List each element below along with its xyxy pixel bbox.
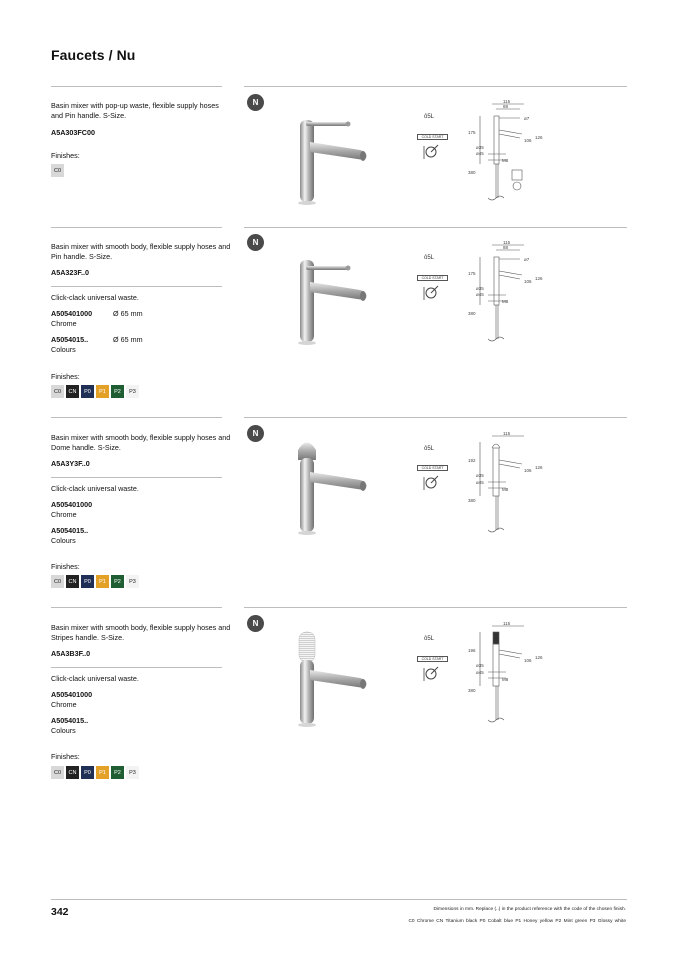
dim-label: 115	[503, 431, 511, 436]
waste-chrome-size: Ø 65 mm	[113, 309, 143, 318]
dim-label: 192	[468, 458, 476, 463]
divider	[51, 286, 222, 287]
swatch-p0: P0	[81, 766, 94, 779]
finishes-label: Finishes:	[51, 151, 80, 160]
waste-label: Click-clack universal waste.	[51, 674, 139, 683]
swatch-p3: P3	[126, 385, 139, 398]
divider	[244, 417, 627, 418]
swatch-p3: P3	[126, 575, 139, 588]
divider	[244, 607, 627, 608]
dim-label: 380	[468, 498, 476, 503]
waste-colours-size: Ø 65 mm	[113, 335, 143, 344]
swatch-p2: P2	[111, 575, 124, 588]
dim-label: 115	[503, 240, 511, 245]
waste-chrome-code: A505401000	[51, 309, 93, 318]
swatch-p3: P3	[126, 766, 139, 779]
dim-label: ø35	[476, 145, 484, 150]
dim-label: ø45	[476, 670, 484, 675]
finishes-swatches	[51, 385, 139, 398]
waste-chrome-label: Chrome	[51, 700, 77, 709]
product-code: A5A3Y3F..0	[51, 459, 90, 468]
footnote: Dimensions in mm. Replace (..) in the product reference with the code of the chosen finish.	[433, 907, 626, 912]
waste-label: Click-clack universal waste.	[51, 484, 139, 493]
cold-start-icon: COLD START	[417, 656, 448, 662]
swatch-p2: P2	[111, 385, 124, 398]
product-code: A5A323F..0	[51, 268, 89, 277]
new-badge: N	[247, 234, 264, 251]
finishes-label: Finishes:	[51, 372, 80, 381]
cold-start-lever-icon	[420, 664, 442, 682]
swatch-p1: P1	[96, 766, 109, 779]
faucet-photo	[270, 100, 410, 210]
5l-flow-icon: ô5L	[424, 255, 435, 261]
finishes-label: Finishes:	[51, 752, 80, 761]
swatch-p1: P1	[96, 385, 109, 398]
waste-chrome-code: A505401000	[51, 690, 93, 699]
page-number: 342	[51, 906, 69, 918]
swatch-cn: CN	[66, 766, 79, 779]
dim-label: ø45	[476, 480, 484, 485]
new-badge: N	[247, 425, 264, 442]
technical-drawing	[462, 239, 552, 351]
5l-flow-icon: ô5L	[424, 114, 435, 120]
divider	[51, 477, 222, 478]
dim-label: 126	[535, 655, 543, 660]
dim-label: 126	[535, 465, 543, 470]
dim-label: 106	[524, 138, 532, 143]
swatch-cn: CN	[66, 575, 79, 588]
technical-drawing	[462, 620, 552, 732]
swatch-c0: C0	[51, 766, 64, 779]
cold-start-lever-icon	[420, 142, 442, 160]
dim-label: 175	[468, 130, 476, 135]
dim-label: 196	[468, 648, 476, 653]
swatch-p0: P0	[81, 575, 94, 588]
dim-label: M8	[502, 677, 509, 682]
waste-colours-label: Colours	[51, 345, 76, 354]
waste-label: Click-clack universal waste.	[51, 293, 139, 302]
swatch-p0: P0	[81, 385, 94, 398]
waste-colours-label: Colours	[51, 726, 76, 735]
dim-label: M8	[502, 299, 509, 304]
dim-label: 126	[535, 276, 543, 281]
cold-start-icon: COLD START	[417, 134, 448, 140]
faucet-photo	[270, 240, 410, 350]
swatch-c0: C0	[51, 164, 64, 177]
swatch-cn: CN	[66, 385, 79, 398]
new-badge: N	[247, 615, 264, 632]
cold-start-lever-icon	[420, 283, 442, 301]
new-badge: N	[247, 94, 264, 111]
divider	[51, 227, 222, 228]
divider	[51, 417, 222, 418]
dim-label: ø45	[476, 151, 484, 156]
swatch-c0: C0	[51, 575, 64, 588]
5l-flow-icon: ô5L	[424, 636, 435, 642]
waste-chrome-label: Chrome	[51, 510, 77, 519]
waste-chrome-code: A505401000	[51, 500, 93, 509]
cold-start-icon: COLD START	[417, 465, 448, 471]
waste-colours-code: A5054015..	[51, 716, 89, 725]
product-description: Basin mixer with smooth body, flexible supply hoses and Dome handle. S-Size.	[51, 433, 231, 452]
dim-label: 88	[503, 104, 509, 109]
divider	[51, 667, 222, 668]
dim-label: 106	[524, 468, 532, 473]
finishes-swatches	[51, 766, 139, 779]
waste-chrome-label: Chrome	[51, 319, 77, 328]
divider	[51, 607, 222, 608]
dim-label: 106	[524, 658, 532, 663]
faucet-photo	[270, 622, 410, 732]
finishes-swatches	[51, 575, 139, 588]
dim-label: M8	[502, 158, 509, 163]
technical-drawing	[462, 430, 552, 542]
waste-colours-code: A5054015..	[51, 526, 89, 535]
dim-label: 115	[503, 99, 511, 104]
dim-label: 380	[468, 170, 476, 175]
dim-label: 115	[503, 621, 511, 626]
dim-label: 175	[468, 271, 476, 276]
dim-label: 88	[503, 245, 509, 250]
dim-label: M8	[502, 487, 509, 492]
technical-drawing	[462, 98, 552, 210]
product-description: Basin mixer with smooth body, flexible supply hoses and Stripes handle. S-Size.	[51, 623, 231, 642]
divider	[244, 86, 627, 87]
dim-label: ø45	[476, 292, 484, 297]
swatch-p2: P2	[111, 766, 124, 779]
swatch-p1: P1	[96, 575, 109, 588]
finishes-label: Finishes:	[51, 562, 80, 571]
faucet-photo	[270, 430, 410, 540]
divider	[51, 86, 222, 87]
swatch-c0: C0	[51, 385, 64, 398]
product-code: A5A303FC00	[51, 128, 95, 137]
footer-divider	[51, 899, 627, 900]
finish-legend: C0 Chrome CN Titanium black P0 Cobalt blue P1 Honey yellow P2 Mint green P3 Glossy white	[408, 919, 626, 924]
dim-label: 380	[468, 688, 476, 693]
dim-label: 106	[524, 279, 532, 284]
page-title: Faucets / Nu	[51, 47, 136, 63]
dim-label: 380	[468, 311, 476, 316]
dim-label: 126	[535, 135, 543, 140]
5l-flow-icon: ô5L	[424, 446, 435, 452]
product-code: A5A3B3F..0	[51, 649, 91, 658]
product-description: Basin mixer with smooth body, flexible supply hoses and Pin handle. S-Size.	[51, 242, 231, 261]
waste-colours-code: A5054015..	[51, 335, 89, 344]
dim-label: ø35	[476, 473, 484, 478]
waste-colours-label: Colours	[51, 536, 76, 545]
dim-label: ø7	[524, 116, 530, 121]
product-description: Basin mixer with pop-up waste, flexible supply hoses and Pin handle. S-Size.	[51, 101, 219, 120]
dim-label: ø35	[476, 663, 484, 668]
divider	[244, 227, 627, 228]
dim-label: ø35	[476, 286, 484, 291]
cold-start-icon: COLD START	[417, 275, 448, 281]
dim-label: ø7	[524, 257, 530, 262]
finishes-swatches	[51, 164, 64, 177]
cold-start-lever-icon	[420, 473, 442, 491]
